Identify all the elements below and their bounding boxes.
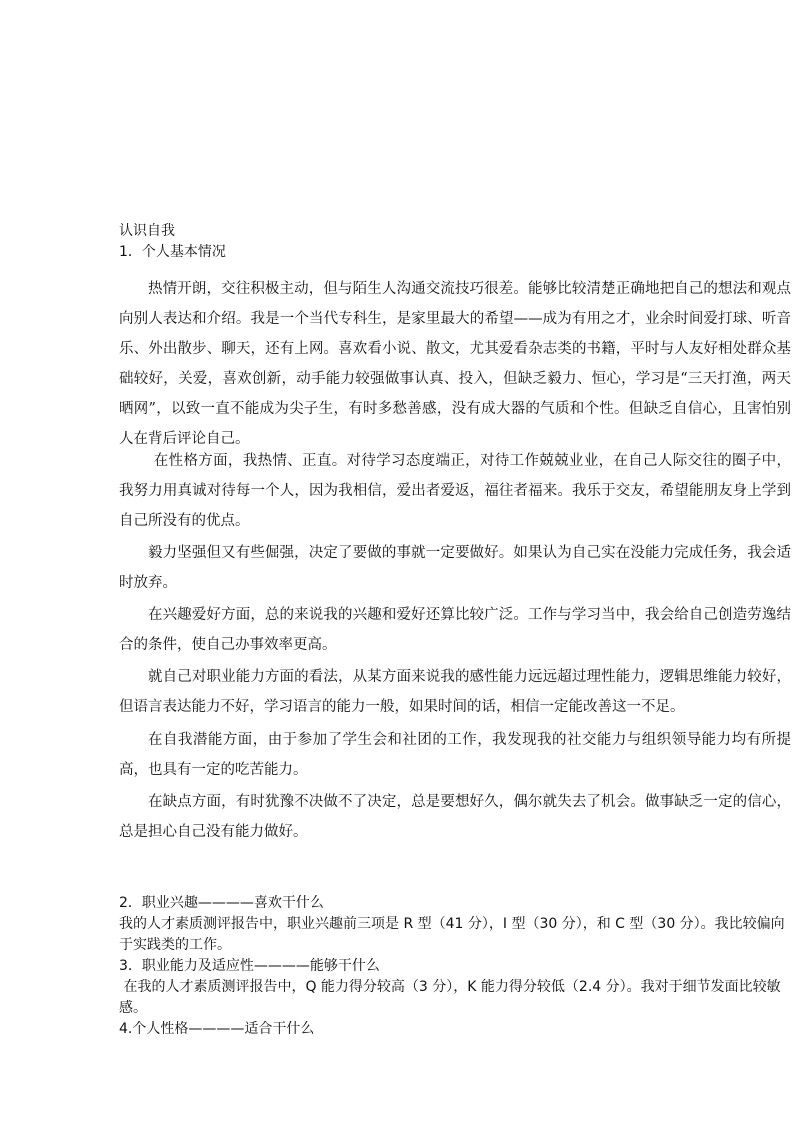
- paragraph-weaknesses: 在缺点方面，有时犹豫不决做不了决定，总是要想好久，偶尔就失去了机会。做事缺乏一定的信心，总是担心自己没有能力做好。: [119, 794, 791, 840]
- section-3-text: 在我的人才素质测评报告中，Q 能力得分较高（3 分），K 能力得分较低（2.4 分）。我对于细节发面比较敏感。: [119, 979, 781, 1016]
- paragraph-vocational-ability: 就自己对职业能力方面的看法，从某方面来说我的感性能力远远超过理性能力，逻辑思维能力较好，但语言表达能力不好，学习语言的能力一般，如果时间的话，相信一定能改善这一不足。: [119, 669, 791, 715]
- paragraph-personal-overview: 热情开朗，交往积极主动，但与陌生人沟通交流技巧很差。能够比较清楚正确地把自己的想法和观点向别人表达和介绍。我是一个当代专科生，是家里最大的希望——成为有用之才，业余时间爱打球、听音乐、外出散步、聊天，还有上网。喜欢看小说、散文，尤其爱看杂志类的书籍，平时与人友好相处群众基础较好，关爱，喜欢创新，动手能力较强做事认真、投入，但缺乏毅力、恒心，学习是“三天打渔，两天晒网”，以致一直不能成为尖子生，有时多愁善感，没有成大器的气质和个性。但缺乏自信心，且害怕别人在背后评论自己。: [119, 281, 791, 447]
- paragraph-interests: 在兴趣爱好方面，总的来说我的兴趣和爱好还算比较广泛。工作与学习当中，我会给自己创造劳逸结合的条件，使自己办事效率更高。: [119, 607, 791, 653]
- section-4-heading: 4.个人性格————适合干什么: [119, 1021, 315, 1037]
- section-2-text: 我的人才素质测评报告中，职业兴趣前三项是 R 型（41 分），I 型（30 分），和 C 型（30 分）。我比较偏向于实践类的工作。: [119, 916, 785, 953]
- document-title: 认识自我: [119, 223, 175, 239]
- section-3-heading: 3．职业能力及适应性————能够干什么: [119, 958, 380, 974]
- sections-2-to-4: [119, 893, 791, 1040]
- paragraph-perseverance: 毅力坚强但又有些倔强，决定了要做的事就一定要做好。如果认为自己实在没能力完成任务，我会适时放弃。: [119, 545, 791, 591]
- section-1-heading: 1．个人基本情况: [119, 244, 226, 260]
- section-2-heading: 2．职业兴趣————喜欢干什么: [119, 895, 324, 911]
- paragraph-personality: 在性格方面，我热情、正直。对待学习态度端正，对待工作兢兢业业，在自己人际交往的圈子中，我努力用真诚对待每一个人，因为我相信，爱出者爱返，福往者福来。我乐于交友，希望能朋友身上学到自己所没有的优点。: [119, 453, 791, 529]
- paragraph-potential: 在自我潜能方面，由于参加了学生会和社团的工作，我发现我的社交能力与组织领导能力均有所提高，也具有一定的吃苦能力。: [119, 732, 791, 778]
